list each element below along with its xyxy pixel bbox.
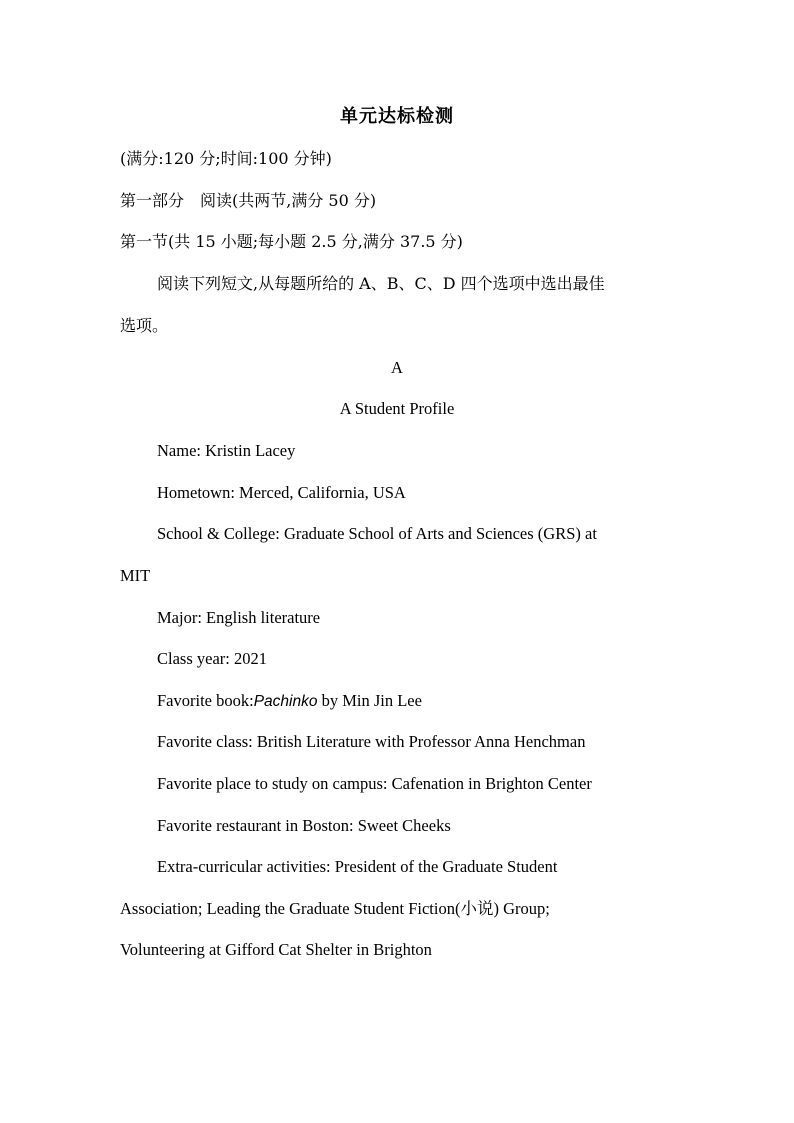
favorite-book-title: Pachinko: [253, 693, 318, 710]
profile-hometown: Hometown: Merced, California, USA: [157, 483, 406, 502]
profile-activities-line-3: Volunteering at Gifford Cat Shelter in Brighton: [120, 940, 432, 959]
instructions-line-2: 选项。: [120, 316, 169, 335]
instructions-line-1: 阅读下列短文,从每题所给的 A、B、C、D 四个选项中选出最佳: [157, 274, 605, 293]
profile-favorite-place: Favorite place to study on campus: Cafenation in Brighton Center: [157, 774, 592, 793]
profile-name: Name: Kristin Lacey: [157, 441, 296, 460]
page-title: 单元达标检测: [340, 106, 454, 127]
profile-major: Major: English literature: [157, 608, 321, 627]
passage-heading: A Student Profile: [339, 399, 455, 418]
favorite-book-author: by Min Jin Lee: [317, 691, 422, 710]
profile-activities-line-1: Extra-curricular activities: President of the Graduate Student: [157, 857, 558, 876]
profile-school-line-1: School & College: Graduate School of Arts and Sciences (GRS) at: [157, 524, 597, 543]
section-heading: 第一节(共 15 小题;每小题 2.5 分,满分 37.5 分): [120, 232, 463, 251]
profile-favorite-class: Favorite class: British Literature with Professor Anna Henchman: [157, 732, 586, 751]
profile-favorite-book: [157, 690, 674, 713]
profile-activities-line-2: Association; Leading the Graduate Student Fiction(小说) Group;: [120, 899, 550, 918]
part-heading: 第一部分 阅读(共两节,满分 50 分): [120, 191, 377, 210]
favorite-book-label: Favorite book:: [157, 691, 254, 710]
profile-class-year: Class year: 2021: [157, 649, 267, 668]
profile-school-line-2: MIT: [120, 566, 151, 585]
profile-favorite-restaurant: Favorite restaurant in Boston: Sweet Cheeks: [157, 816, 451, 835]
passage-letter: A: [391, 358, 403, 377]
score-time-info: (满分:120 分;时间:100 分钟): [120, 149, 332, 168]
